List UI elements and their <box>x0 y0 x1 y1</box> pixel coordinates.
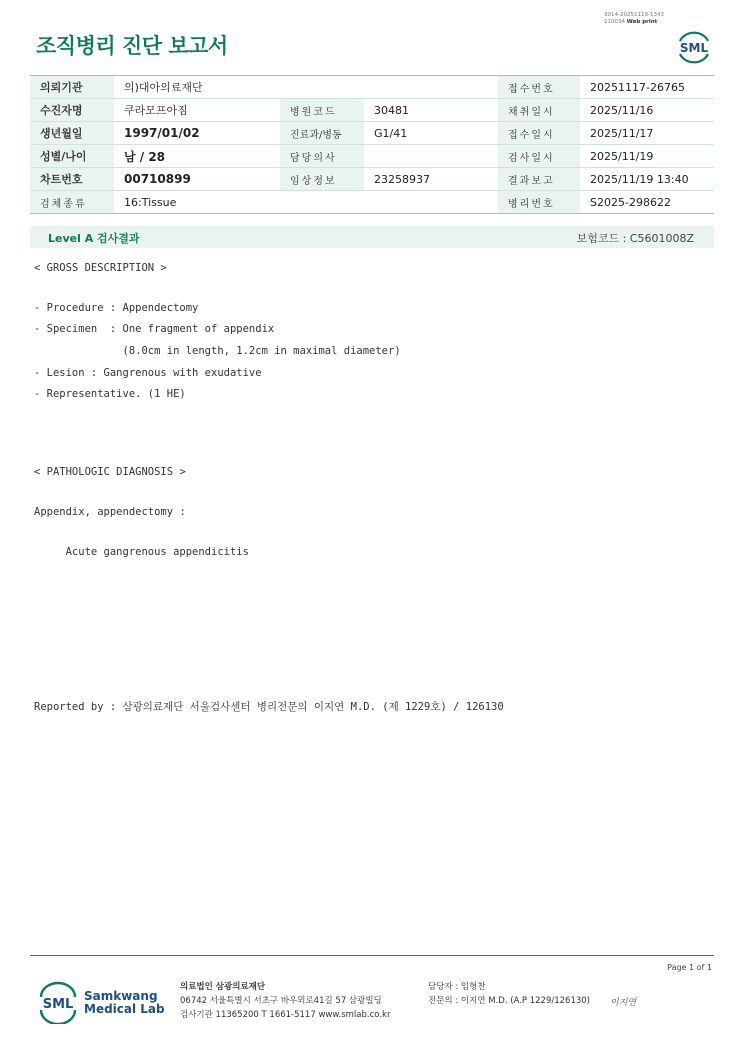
gross-lesion: - Lesion : Gangrenous with exudative <box>34 367 262 379</box>
level-label: Level A 검사결과 <box>48 232 140 245</box>
gross-procedure: - Procedure : Appendectomy <box>34 302 199 314</box>
staff-info <box>428 980 590 1008</box>
receipt-date-value: 2025/11/17 <box>580 122 714 145</box>
print-id-line2: 210034 <box>604 19 626 25</box>
page-number: Page 1 of 1 <box>667 963 712 972</box>
pathology-no-label: 병리번호 <box>498 191 580 214</box>
diagnosis-text: Acute gangrenous appendicitis <box>34 546 249 558</box>
dept-label: 진료과/병동 <box>280 122 364 145</box>
birth-value: 1997/01/02 <box>114 122 280 145</box>
reported-by: Reported by : 삼광의료재단 서울검사센터 병리전문의 이지연 M.D. (제 1229호) / 126130 <box>34 701 504 713</box>
receipt-no-label: 접수번호 <box>498 76 580 99</box>
hospital-code-value: 30481 <box>364 99 498 122</box>
receipt-no-value: 20251117-26765 <box>580 76 714 99</box>
footer-divider <box>30 955 714 956</box>
chart-no-label: 차트번호 <box>30 168 114 191</box>
specialist: 전문의 : 이지연 M.D. (A.P 1229/126130) <box>428 996 590 1006</box>
samkwang-logo-text: SML <box>42 997 74 1012</box>
clinical-info-value: 23258937 <box>364 168 498 191</box>
info-row <box>30 191 714 214</box>
info-row <box>30 168 714 191</box>
gross-representative: - Representative. (1 HE) <box>34 388 186 400</box>
gross-specimen-detail: (8.0cm in length, 1.2cm in maximal diameter) <box>34 345 401 357</box>
org-name: 의료법인 삼광의료재단 <box>180 982 266 992</box>
insurance-code: 보험코드 : C5601008Z <box>576 232 694 245</box>
gross-header: < GROSS DESCRIPTION > <box>34 262 167 274</box>
brand-name <box>84 990 165 1016</box>
specimen-type-label: 검체종류 <box>30 191 114 214</box>
report-date-label: 결과보고 <box>498 168 580 191</box>
chart-no-value: 00710899 <box>114 168 280 191</box>
print-id-line1: 3014-20251119-1343 <box>604 12 664 18</box>
doctor-label: 담당의사 <box>280 145 364 168</box>
org-address: 06742 서울특별시 서초구 바우뫼로41길 57 삼광빌딩 <box>180 996 382 1006</box>
exam-date-label: 검사일시 <box>498 145 580 168</box>
result-level-bar <box>30 226 714 248</box>
report-date-value: 2025/11/19 13:40 <box>580 168 714 191</box>
patient-label: 수진자명 <box>30 99 114 122</box>
sex-age-value: 남 / 28 <box>114 145 280 168</box>
info-row <box>30 145 714 168</box>
info-row <box>30 76 714 99</box>
info-row <box>30 99 714 122</box>
patient-value: 쿠라모프아짐 <box>114 99 280 122</box>
clinical-info-label: 임상정보 <box>280 168 364 191</box>
print-id <box>604 12 664 26</box>
brand-line1: Samkwang <box>84 989 158 1003</box>
doctor-value <box>364 145 498 168</box>
brand-line2: Medical Lab <box>84 1002 165 1016</box>
receipt-date-label: 접수일시 <box>498 122 580 145</box>
org-contact: 검사기관 11365200 T 1661-5117 www.smlab.co.kr <box>180 1010 391 1020</box>
info-row <box>30 122 714 145</box>
diagnosis-site: Appendix, appendectomy : <box>34 506 186 518</box>
collection-date-value: 2025/11/16 <box>580 99 714 122</box>
dept-value: G1/41 <box>364 122 498 145</box>
org-info <box>180 980 390 1022</box>
hospital-code-label: 병원코드 <box>280 99 364 122</box>
sex-age-label: 성별/나이 <box>30 145 114 168</box>
patient-info-table <box>30 75 714 214</box>
diagnosis-header: < PATHOLOGIC DIAGNOSIS > <box>34 466 186 478</box>
gross-specimen: - Specimen : One fragment of appendix <box>34 323 275 335</box>
signature: 이지연 <box>610 998 637 1008</box>
requesting-org-value: 의)대아의료재단 <box>114 76 498 99</box>
specimen-type-value: 16:Tissue <box>114 191 498 214</box>
sml-logo-text: SML <box>679 41 709 55</box>
samkwang-logo-icon <box>36 980 80 1024</box>
exam-date-value: 2025/11/19 <box>580 145 714 168</box>
sml-logo-icon <box>674 26 714 66</box>
report-title: 조직병리 진단 보고서 <box>36 34 228 58</box>
manager: 담당자 : 임형찬 <box>428 982 486 992</box>
print-type: Web print <box>626 19 658 25</box>
collection-date-label: 채취일시 <box>498 99 580 122</box>
pathology-no-value: S2025-298622 <box>580 191 714 214</box>
requesting-org-label: 의뢰기관 <box>30 76 114 99</box>
birth-label: 생년월일 <box>30 122 114 145</box>
